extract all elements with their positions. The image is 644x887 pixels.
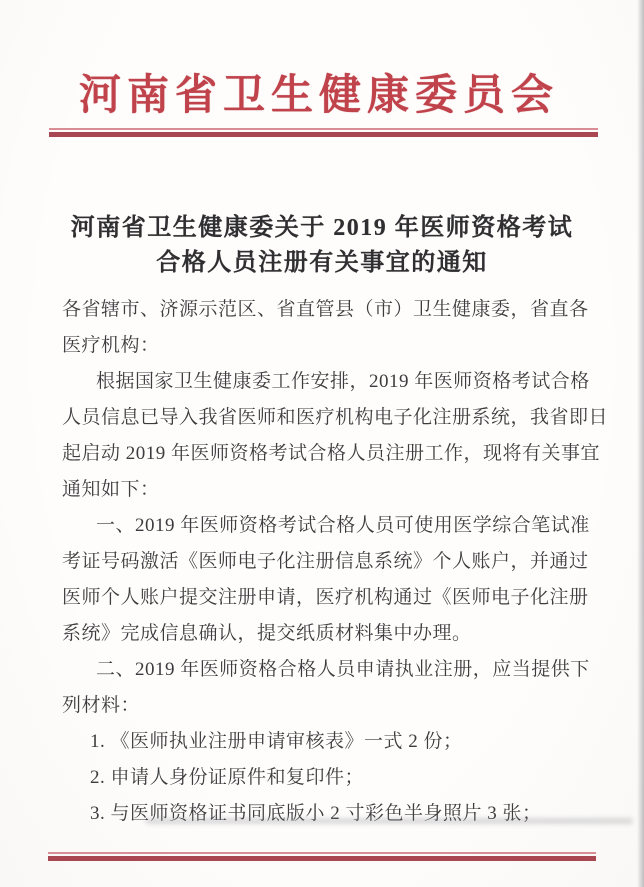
section-1-line-4: 系统》完成信息确认，提交纸质材料集中办理。 (62, 623, 472, 644)
bottom-rule-thick-line (48, 856, 596, 861)
document-title (0, 211, 644, 281)
letterhead-divider-rule (49, 128, 598, 137)
section-2-line-1: 二、2019 年医师资格合格人员申请执业注册，应当提供下 (96, 659, 590, 680)
bottom-rule-thin-line (48, 852, 596, 854)
letterhead-org-name: 河南省卫生健康委员会 (78, 73, 559, 119)
section-1-line-2: 考证号码激活《医师电子化注册信息系统》个人账户，并通过 (62, 551, 589, 572)
document-body (62, 292, 609, 832)
salutation-line-2: 医疗机构： (62, 335, 160, 356)
material-item-2: 2. 申请人身份证原件和复印件； (90, 767, 365, 788)
intro-line-3: 起启动 2019 年医师资格考试合格人员注册工作，现将有关事宜 (62, 443, 601, 464)
document-title-line-1: 河南省卫生健康委关于 2019 年医师资格考试 (70, 215, 574, 241)
material-item-3: 3. 与医师资格证书同底版小 2 寸彩色半身照片 3 张； (90, 803, 542, 824)
section-1-line-1: 一、2019 年医师资格考试合格人员可使用医学综合笔试准 (96, 515, 590, 536)
section-1-line-3: 医师个人账户提交注册申请，医疗机构通过《医师电子化注册 (62, 587, 589, 608)
intro-line-2: 人员信息已导入我省医师和医疗机构电子化注册系统，我省即日 (62, 407, 609, 428)
scan-edge-shadow (637, 0, 644, 887)
material-item-1: 1. 《医师执业注册申请审核表》一式 2 份； (90, 731, 463, 752)
bottom-page-rule (48, 852, 596, 861)
divider-thick-line (49, 132, 598, 137)
intro-line-1: 根据国家卫生健康委工作安排，2019 年医师资格考试合格 (96, 371, 590, 392)
page-bleedthrough-smudge (145, 818, 633, 824)
section-2-line-2: 列材料： (62, 695, 141, 716)
intro-line-4: 通知如下： (62, 479, 160, 500)
divider-thin-line (49, 128, 598, 130)
document-title-line-2: 合格人员注册有关事宜的通知 (156, 250, 488, 276)
salutation-line-1: 各省辖市、济源示范区、省直管县（市）卫生健康委，省直各 (62, 299, 589, 320)
